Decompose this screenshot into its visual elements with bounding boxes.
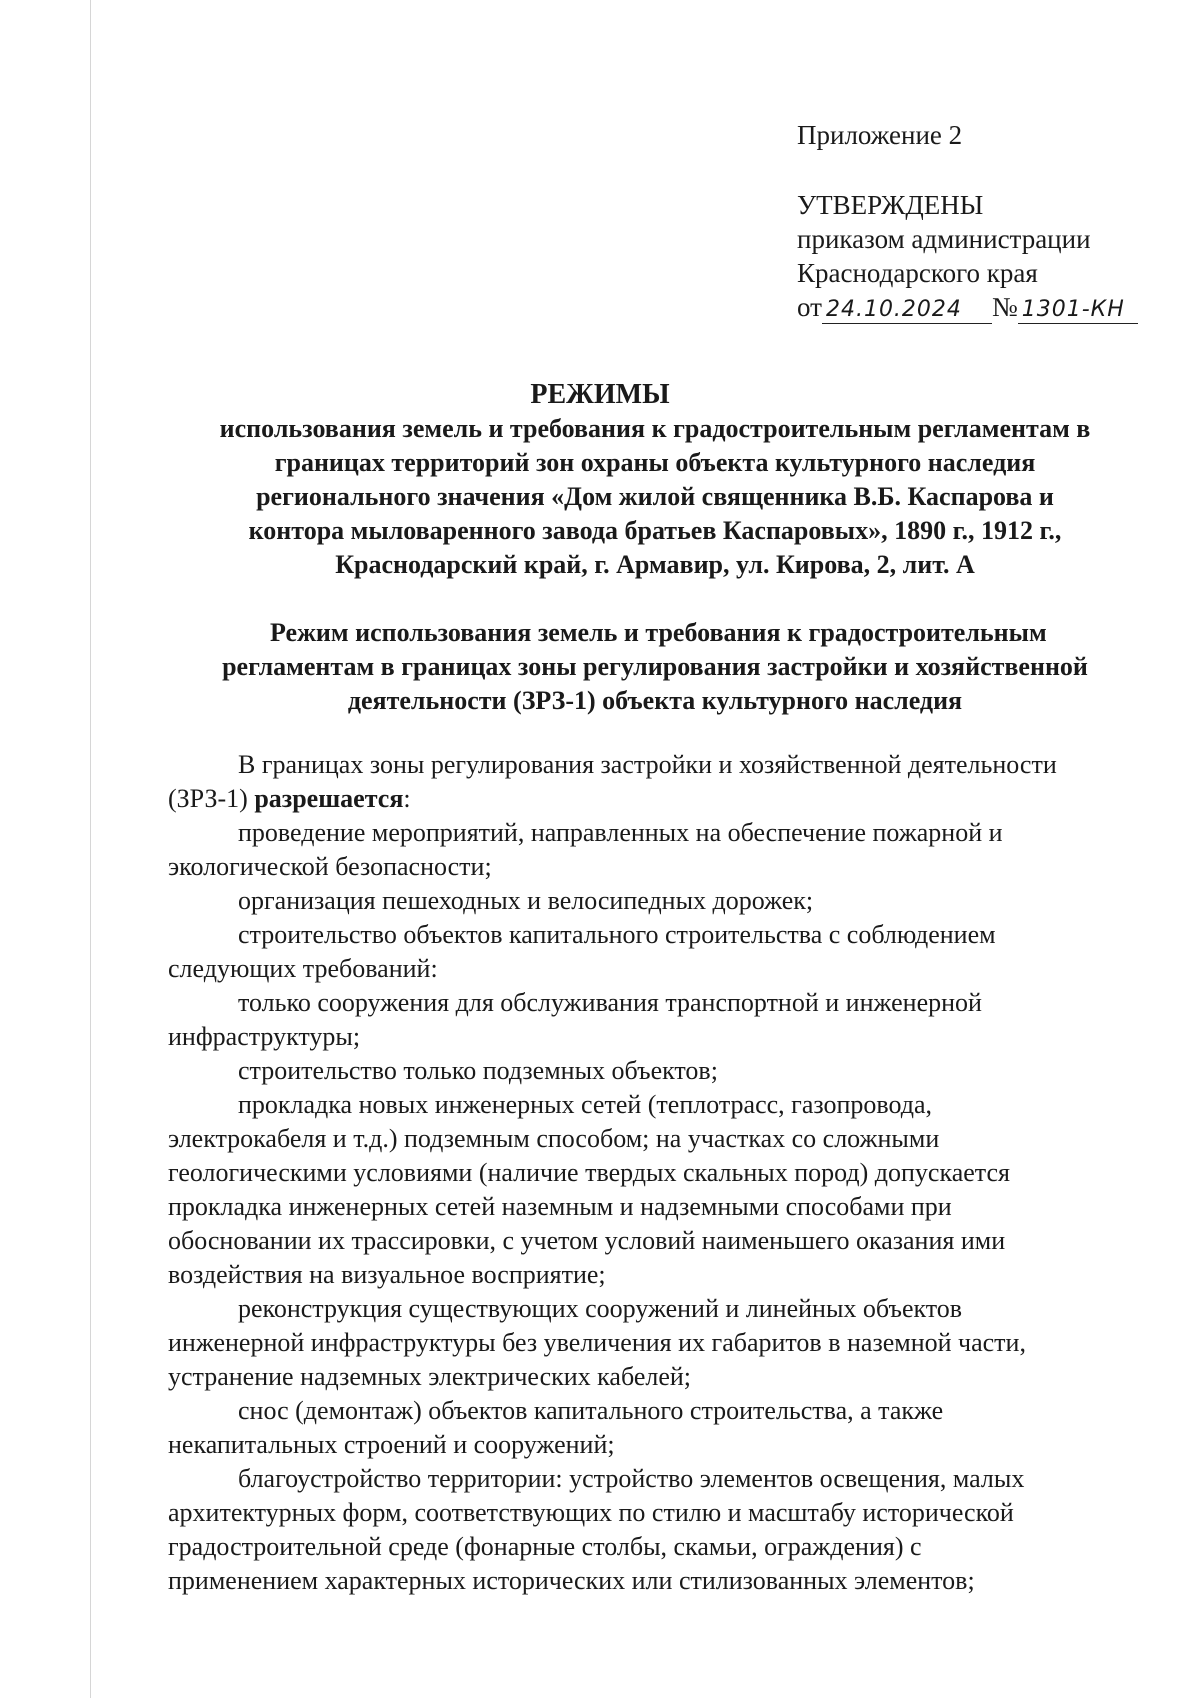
order-number-handwritten: 1301-КН xyxy=(1021,297,1125,322)
permitted-label: разрешается xyxy=(254,784,404,813)
item-underground-objects: строительство только подземных объектов; xyxy=(238,1056,718,1085)
item-demolition-line-2: некапитальных строений и сооружений; xyxy=(168,1430,615,1459)
order-date-handwritten: 24.10.2024 xyxy=(825,297,962,322)
item-landscaping-line-3: градостроительной среде (фонарные столбы, скамьи, ограждения) с xyxy=(168,1532,922,1561)
order-date-line xyxy=(797,290,1138,324)
title-line-5: Краснодарский край, г. Армавир, ул. Кирова, 2, лит. А xyxy=(335,550,975,579)
item-infrastructure-line-1: только сооружения для обслуживания транспортной и инженерной xyxy=(238,988,982,1017)
item-infrastructure-line-2: инфраструктуры; xyxy=(168,1022,361,1051)
item-reconstruction-line-1: реконструкция существующих сооружений и линейных объектов xyxy=(238,1294,963,1323)
item-fire-safety-line-2: экологической безопасности; xyxy=(168,852,492,881)
approved-by-order: приказом администрации xyxy=(797,224,1091,254)
title-line-2: границах территорий зон охраны объекта культурного наследия xyxy=(274,448,1036,477)
title-line-3: регионального значения «Дом жилой священника В.Б. Каспарова и xyxy=(256,482,1054,511)
order-number-underline xyxy=(1018,294,1138,324)
item-landscaping-line-2: архитектурных форм, соответствующих по стилю и масштабу исторической xyxy=(168,1498,1014,1527)
section-heading-line-1: Режим использования земель и требования к градостроительным xyxy=(270,618,1047,647)
item-reconstruction-line-3: устранение надземных электрических кабелей; xyxy=(168,1362,692,1391)
item-networks-line-2: электрокабеля и т.д.) подземным способом; на участках со сложными xyxy=(168,1124,940,1153)
title-line-4: контора мыловаренного завода братьев Каспаровых», 1890 г., 1912 г., xyxy=(248,516,1062,545)
number-sign: № xyxy=(991,292,1018,322)
zone-code: (ЗРЗ-1) xyxy=(168,784,248,813)
item-pedestrian-paths: организация пешеходных и велосипедных дорожек; xyxy=(238,886,814,915)
section-heading-line-2: регламентам в границах зоны регулирования застройки и хозяйственной xyxy=(222,652,1088,681)
item-landscaping-line-1: благоустройство территории: устройство элементов освещения, малых xyxy=(238,1464,1025,1493)
item-landscaping-line-4: применением характерных исторических или стилизованных элементов; xyxy=(168,1566,975,1595)
item-capital-construction-line-1: строительство объектов капитального строительства с соблюдением xyxy=(238,920,996,949)
title-line-1: использования земель и требования к градостроительным регламентам в xyxy=(219,414,1091,443)
approved-label: УТВЕРЖДЕНЫ xyxy=(797,190,984,220)
item-fire-safety-line-1: проведение мероприятий, направленных на обеспечение пожарной и xyxy=(238,818,1003,847)
item-networks-line-1: прокладка новых инженерных сетей (теплотрасс, газопровода, xyxy=(238,1090,933,1119)
section-heading-line-3: деятельности (ЗРЗ-1) объекта культурного наследия xyxy=(347,686,963,715)
approved-region: Краснодарского края xyxy=(797,258,1038,288)
date-prefix: от xyxy=(797,292,822,322)
item-networks-line-4: прокладка инженерных сетей наземным и надземными способами при xyxy=(168,1192,952,1221)
appendix-label: Приложение 2 xyxy=(797,120,963,150)
order-date-underline xyxy=(822,294,992,324)
document-title: РЕЖИМЫ xyxy=(530,379,670,410)
page-margin-line xyxy=(90,0,91,1698)
item-networks-line-3: геологическими условиями (наличие твердых скальных пород) допускается xyxy=(168,1158,1010,1187)
item-networks-line-5: обосновании их трассировки, с учетом условий наименьшего оказания ими xyxy=(168,1226,1006,1255)
intro-line-2 xyxy=(168,782,411,816)
item-reconstruction-line-2: инженерной инфраструктуры без увеличения их габаритов в наземной части, xyxy=(168,1328,1026,1357)
item-demolition-line-1: снос (демонтаж) объектов капитального строительства, а также xyxy=(238,1396,944,1425)
item-networks-line-6: воздействия на визуальное восприятие; xyxy=(168,1260,606,1289)
colon: : xyxy=(403,784,411,813)
item-capital-construction-line-2: следующих требований: xyxy=(168,954,438,983)
intro-line-1: В границах зоны регулирования застройки и хозяйственной деятельности xyxy=(238,750,1057,779)
